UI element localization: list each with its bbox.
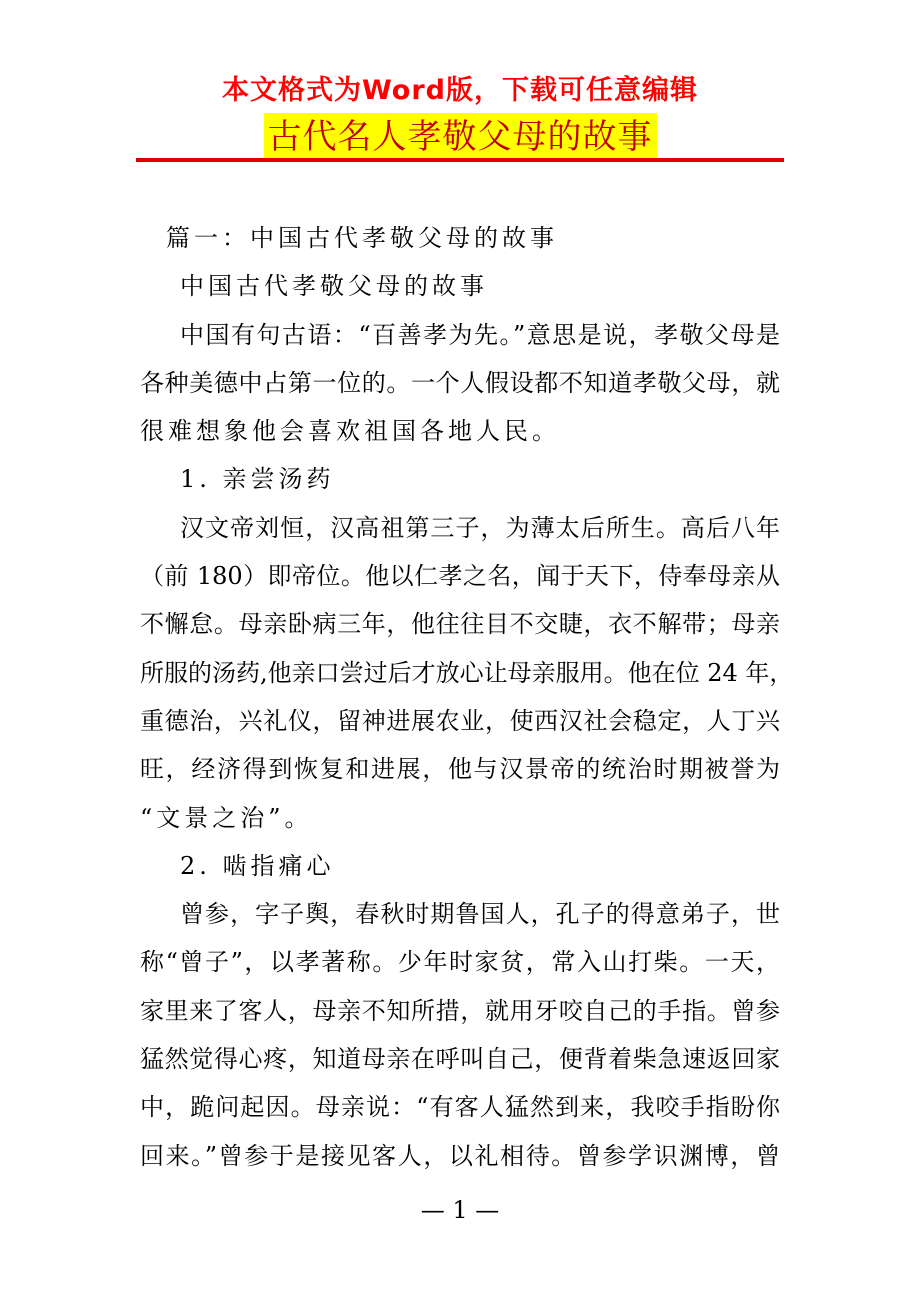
paragraph-line: 中，跪问起因。母亲说：“有客人猛然到来，我咬手指盼你 — [140, 1093, 780, 1122]
paragraph-line: 所服的汤药,他亲口尝过后才放心让母亲服用。他在位 24 年， — [140, 658, 794, 687]
paragraph-line: 猛然觉得心疼，知道母亲在呼叫自己，便背着柴急速返回家 — [140, 1045, 780, 1074]
paragraph-line: 各种美德中占第一位的。一个人假设都不知道孝敬父母，就 — [140, 368, 780, 397]
page-number: — 1 — — [420, 1196, 500, 1224]
paragraph-line: 旺，经济得到恢复和进展，他与汉景帝的统治时期被誉为 — [140, 755, 780, 784]
paragraph-line: （前 180）即帝位。他以仁孝之名，闻于天下，侍奉母亲从 — [140, 562, 780, 591]
title-divider — [136, 158, 784, 162]
download-notice: 本文格式为Word版，下载可任意编辑 — [221, 75, 698, 106]
story-heading: 1. 亲尝汤药 — [180, 465, 335, 494]
paragraph-line: 家里来了客人，母亲不知所措，就用牙咬自己的手指。曾参 — [140, 996, 780, 1025]
paragraph-line: 曾参，字子舆，春秋时期鲁国人，孔子的得意弟子，世 — [180, 900, 780, 929]
paragraph-line: 回来。”曾参于是接见客人，以礼相待。曾参学识渊博，曾 — [140, 1141, 780, 1170]
document-body — [140, 218, 794, 1184]
subheading: 中国古代孝敬父母的故事 — [180, 272, 488, 301]
paragraph-line: 重德治，兴礼仪，留神进展农业，使西汉社会稳定，人丁兴 — [140, 706, 780, 735]
document-title: 古代名人孝敬父母的故事 — [264, 113, 657, 161]
paragraph-line: “文景之治”。 — [140, 803, 313, 832]
paragraph-line: 不懈怠。母亲卧病三年，他往往目不交睫，衣不解带；母亲 — [140, 610, 780, 639]
paragraph-line: 称“曾子”，以孝著称。少年时家贫，常入山打柴。一天， — [140, 948, 780, 977]
story-heading: 2. 啮指痛心 — [180, 851, 335, 880]
paragraph-line: 很难想象他会喜欢祖国各地人民。 — [140, 417, 560, 446]
section-heading: 篇一：中国古代孝敬父母的故事 — [166, 224, 558, 252]
paragraph-line: 中国有句古语：“百善孝为先。”意思是说，孝敬父母是 — [180, 320, 780, 349]
paragraph-line: 汉文帝刘恒，汉高祖第三子，为薄太后所生。高后八年 — [180, 513, 780, 542]
